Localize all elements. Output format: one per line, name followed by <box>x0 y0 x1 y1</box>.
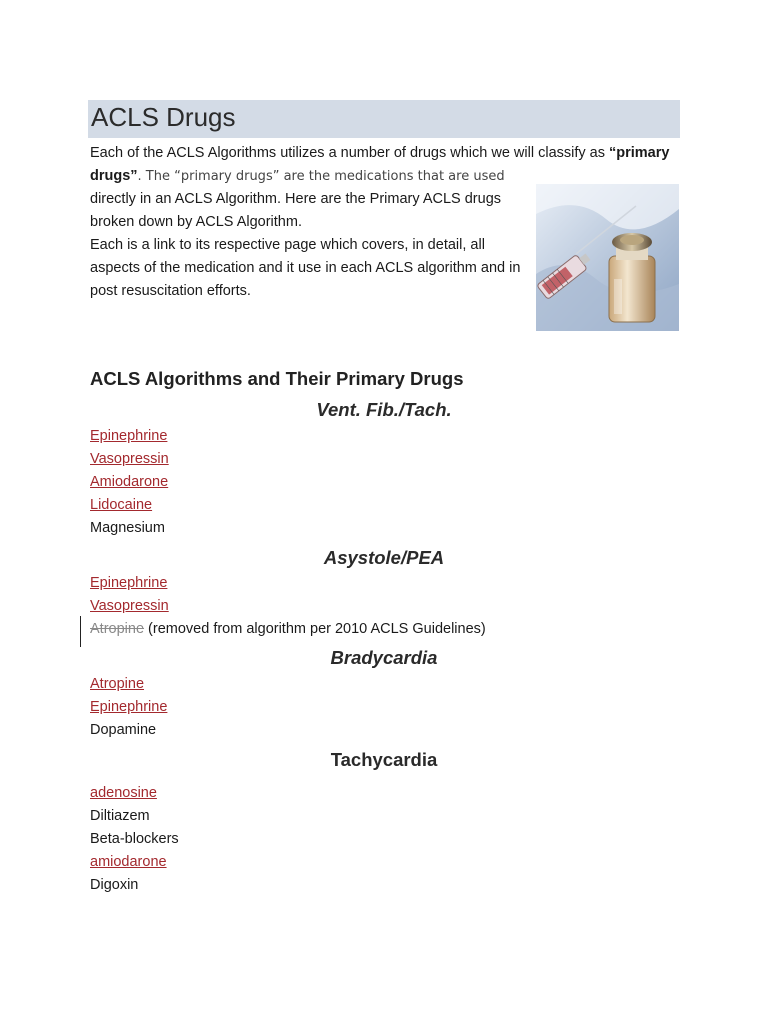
algorithm-heading-bradycardia: Bradycardia <box>330 647 438 668</box>
title-bar <box>88 100 680 138</box>
algorithm-heading-asystole: Asystole/PEA <box>323 547 445 568</box>
drug-item <box>90 806 150 826</box>
drug-text: Magnesium <box>90 520 165 536</box>
drug-link-text[interactable]: Vasopressin <box>90 451 169 467</box>
algorithm-heading-tachycardia: Tachycardia <box>330 749 438 770</box>
drug-link[interactable] <box>90 674 144 694</box>
syringe-vial-photo <box>536 184 679 331</box>
drug-link-text[interactable]: Epinephrine <box>90 428 168 444</box>
drug-link-text[interactable]: amiodarone <box>90 854 167 870</box>
drug-link-text[interactable]: Lidocaine <box>90 497 153 513</box>
drug-link[interactable] <box>90 697 167 717</box>
drug-removal-note: (removed from algorithm per 2010 ACLS Guidelines) <box>144 621 486 637</box>
drug-text: Beta-blockers <box>90 831 179 847</box>
intro-line-6: aspects of the medication and it use in each ACLS algorithm and in <box>90 260 521 276</box>
drug-item <box>90 720 156 740</box>
drug-link[interactable] <box>90 783 157 803</box>
drug-link-text[interactable]: Epinephrine <box>90 699 168 715</box>
intro-line-2-text: . The “primary drugs” are the medications that are used <box>137 169 505 184</box>
drug-link[interactable] <box>90 596 169 616</box>
intro-line-7: post resuscitation efforts. <box>90 283 251 299</box>
drug-link-text[interactable]: Vasopressin <box>90 598 169 614</box>
drug-link-text[interactable]: Amiodarone <box>90 474 169 490</box>
drug-text-struck: Atropine <box>90 621 145 637</box>
intro-line-5: Each is a link to its respective page which covers, in detail, all <box>90 237 485 253</box>
text-cursor <box>80 616 81 647</box>
algorithm-heading-vfib: Vent. Fib./Tach. <box>316 399 452 420</box>
intro-line-1 <box>90 142 669 165</box>
drug-text: Dopamine <box>90 722 157 738</box>
section-heading: ACLS Algorithms and Their Primary Drugs <box>90 368 464 389</box>
primary-term: “primary <box>609 145 670 161</box>
drug-item <box>90 829 179 849</box>
drug-item <box>90 518 165 538</box>
drug-link[interactable] <box>90 495 152 515</box>
drug-item-removed <box>90 619 486 639</box>
intro-line-3: directly in an ACLS Algorithm. Here are the Primary ACLS drugs <box>90 191 502 207</box>
intro-line-4: broken down by ACLS Algorithm. <box>90 214 302 230</box>
drug-link-text[interactable]: Atropine <box>90 676 145 692</box>
drug-link-text[interactable]: adenosine <box>90 785 157 801</box>
page-title: ACLS Drugs <box>91 102 236 132</box>
intro-line-2 <box>90 165 505 188</box>
drug-text: Digoxin <box>90 877 139 893</box>
drug-item <box>90 875 138 895</box>
drug-link[interactable] <box>90 573 167 593</box>
drug-text: Diltiazem <box>90 808 150 824</box>
drug-link[interactable] <box>90 472 168 492</box>
intro-line-1-text: Each of the ACLS Algorithms utilizes a number of drugs which we will classify as <box>90 145 610 161</box>
drug-link[interactable] <box>90 852 167 872</box>
drug-link[interactable] <box>90 426 167 446</box>
drug-link[interactable] <box>90 449 169 469</box>
primary-term-end: drugs” <box>90 168 138 184</box>
drug-link-text[interactable]: Epinephrine <box>90 575 168 591</box>
